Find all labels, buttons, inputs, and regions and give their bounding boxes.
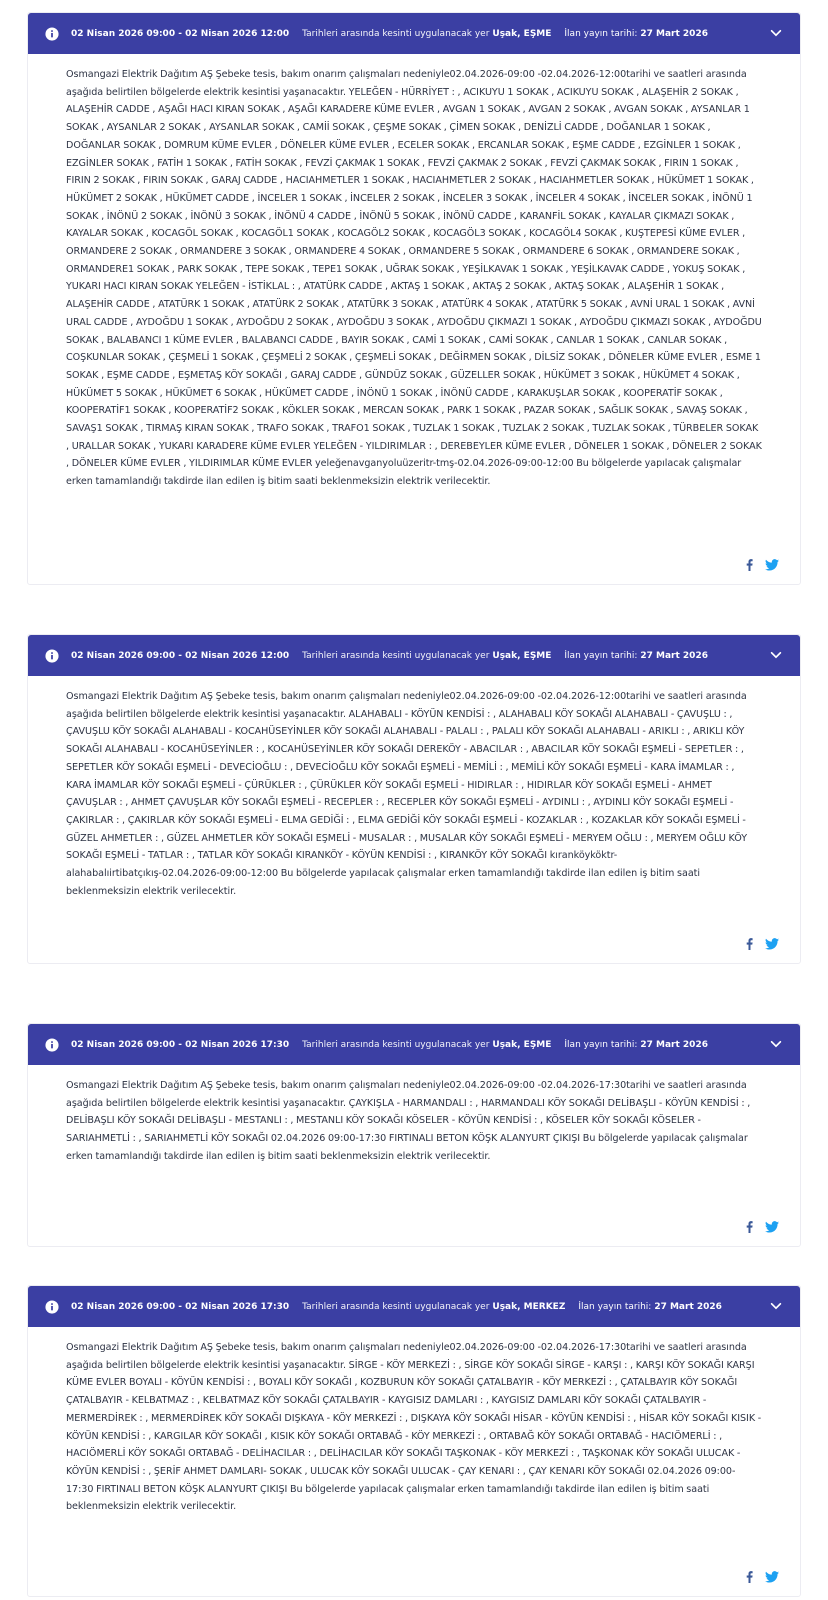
chevron-down-icon[interactable] (769, 1299, 783, 1313)
outage-card (27, 1023, 801, 1247)
between-label: Tarihleri arasında kesinti uygulanacak yer (302, 28, 490, 39)
card-header[interactable] (28, 1024, 800, 1065)
info-circle-icon (45, 1300, 59, 1314)
twitter-icon[interactable] (765, 559, 779, 571)
published-label: İlan yayın tarihi: (564, 28, 638, 39)
outage-description: Osmangazi Elektrik Dağıtım AŞ Şebeke tesis, bakım onarım çalışmaları nedeniyle02.04.2026-09:00 -02.04.2026-17:30tarihi ve saatleri arasında aşağıda belirtilen bölgelerde elektrik kesintisi yaşanacaktır. SİRGE - KÖY MERKEZİ : , SİRGE KÖY SOKAĞI SİRGE - KARŞI : , KARŞI KÖY SOKAĞI KARŞI KÜME EVLER BOYALI - KÖYÜN KENDİSİ : , BOYALI KÖY SOKAĞI , KOZBURUN KÖY SOKAĞI ÇATALBAYIR - KÖY MERKEZİ : , ÇATALBAYIR KÖY SOKAĞI ÇATALBAYIR - KELBATMAZ : , KELBATMAZ KÖY SOKAĞI ÇATALBAYIR - KAYGISIZ DAMLARI : , KAYGISIZ DAMLARI KÖY SOKAĞI ÇATALBAYIR - MERMERDİREK : , MERMERDİREK KÖY SOKAĞI DIŞKAYA - KÖY MERKEZİ : , DIŞKAYA KÖY SOKAĞI HİSAR - KÖYÜN KENDİSİ : , HİSAR KÖY SOKAĞI KISIK - KÖYÜN KENDİSİ : , KARGILAR KÖY SOKAĞI , KISIK KÖY SOKAĞI ORTABAĞ - KÖY MERKEZİ : , ORTABAĞ KÖY SOKAĞI ORTABAĞ - HACIÖMERLİ : , HACIÖMERLİ KÖY SOKAĞI ORTABAĞ - DELİHACILAR : , DELİHACILAR KÖY SOKAĞI TAŞKONAK - KÖY MERKEZİ : , TAŞKONAK KÖY SOKAĞI ULUCAK - KÖYÜN KENDİSİ : , ŞERİF AHMET DAMLARI- SOKAK , ULUCAK KÖY SOKAĞI ULUCAK - ÇAY KENARI : , ÇAY KENARI KÖY SOKAĞI 02.04.2026 09:00-17:30 FIRTINALI BETON KÖŞK ALANYURT ÇIKIŞI Bu bölgelerde yapılacak çalışmalar erken tamamlandığı takdirde ilan edilen iş bitim saati beklenmeksizin elektrik verilecektir. (66, 1342, 762, 1513)
outage-dates: 02 Nisan 2026 09:00 - 02 Nisan 2026 17:30 (71, 1039, 290, 1050)
share-links (746, 1571, 779, 1583)
facebook-icon[interactable] (746, 559, 753, 571)
outage-location: Uşak, EŞME (492, 1039, 552, 1050)
chevron-down-icon[interactable] (769, 648, 783, 662)
published-date: 27 Mart 2026 (654, 1301, 722, 1312)
published-label: İlan yayın tarihi: (564, 650, 638, 661)
twitter-icon[interactable] (765, 938, 779, 950)
between-label: Tarihleri arasında kesinti uygulanacak yer (302, 1301, 490, 1312)
outage-dates: 02 Nisan 2026 09:00 - 02 Nisan 2026 12:00 (71, 28, 290, 39)
chevron-down-icon[interactable] (769, 1037, 783, 1051)
twitter-icon[interactable] (765, 1571, 779, 1583)
outage-card (27, 1285, 801, 1597)
outage-card (27, 634, 801, 964)
facebook-icon[interactable] (746, 1571, 753, 1583)
card-header[interactable] (28, 635, 800, 676)
chevron-down-icon[interactable] (769, 26, 783, 40)
share-links (746, 559, 779, 571)
facebook-icon[interactable] (746, 1221, 753, 1233)
published-date: 27 Mart 2026 (640, 28, 708, 39)
outage-description: Osmangazi Elektrik Dağıtım AŞ Şebeke tesis, bakım onarım çalışmaları nedeniyle02.04.2026-09:00 -02.04.2026-12:00tarihi ve saatleri arasında aşağıda belirtilen bölgelerde elektrik kesintisi yaşanacaktır. YELEĞEN - HÜRRİYET : , ACIKUYU 1 SOKAK , ACIKUYU SOKAK , ALAŞEHİR 2 SOKAK , ALAŞEHİR CADDE , AŞAĞI HACI KIRAN SOKAK , AŞAĞI KARADERE KÜME EVLER , AVGAN 1 SOKAK , AVGAN 2 SOKAK , AVGAN SOKAK , AYSANLAR 1 SOKAK , AYSANLAR 2 SOKAK , AYSANLAR SOKAK , CAMİİ SOKAK , ÇEŞME SOKAK , ÇİMEN SOKAK , DENİZLİ CADDE , DOĞANLAR 1 SOKAK , DOĞANLAR SOKAK , DOMRUM KÜME EVLER , DÖNELER KÜME EVLER , ECELER SOKAK , ERCANLAR SOKAK , EŞME CADDE , EZGİNLER 1 SOKAK , EZGİNLER SOKAK , FATİH 1 SOKAK , FATİH SOKAK , FEVZİ ÇAKMAK 1 SOKAK , FEVZİ ÇAKMAK 2 SOKAK , FEVZİ ÇAKMAK SOKAK , FIRIN 1 SOKAK , FIRIN 2 SOKAK , FIRIN SOKAK , GARAJ CADDE , HACIAHMETLER 1 SOKAK , HACIAHMETLER 2 SOKAK , HACIAHMETLER SOKAK , HÜKÜMET 1 SOKAK , HÜKÜMET 2 SOKAK , HÜKÜMET CADDE , İNCELER 1 SOKAK , İNCELER 2 SOKAK , İNCELER 3 SOKAK , İNCELER 4 SOKAK , İNCELER SOKAK , İNÖNÜ 1 SOKAK , İNÖNÜ 2 SOKAK , İNÖNÜ 3 SOKAK , İNÖNÜ 4 CADDE , İNÖNÜ 5 SOKAK , İNÖNÜ CADDE , KARANFİL SOKAK , KAYALAR ÇIKMAZI SOKAK , KAYALAR SOKAK , KOCAGÖL SOKAK , KOCAGÖL1 SOKAK , KOCAGÖL2 SOKAK , KOCAGÖL3 SOKAK , KOCAGÖL4 SOKAK , KUŞTEPESİ KÜME EVLER , ORMANDERE 2 SOKAK , ORMANDERE 3 SOKAK , ORMANDERE 4 SOKAK , ORMANDERE 5 SOKAK , ORMANDERE 6 SOKAK , ORMANDERE SOKAK , ORMANDERE1 SOKAK , PARK SOKAK , TEPE SOKAK , TEPE1 SOKAK , UĞRAK SOKAK , YEŞİLKAVAK 1 SOKAK , YEŞİLKAVAK CADDE , YOKUŞ SOKAK , YUKARI HACI KIRAN SOKAK YELEĞEN - İSTİKLAL : , ATATÜRK CADDE , AKTAŞ 1 SOKAK , AKTAŞ 2 SOKAK , AKTAŞ SOKAK , ALAŞEHİR 1 SOKAK , ALAŞEHİR CADDE , ATATÜRK 1 SOKAK , ATATÜRK 2 SOKAK , ATATÜRK 3 SOKAK , ATATÜRK 4 SOKAK , ATATÜRK 5 SOKAK , AVNİ URAL 1 SOKAK , AVNİ URAL CADDE , AYDOĞDU 1 SOKAK , AYDOĞDU 2 SOKAK , AYDOĞDU 3 SOKAK , AYDOĞDU ÇIKMAZI 1 SOKAK , AYDOĞDU ÇIKMAZI SOKAK , AYDOĞDU SOKAK , BALABANCI 1 KÜME EVLER , BALABANCI CADDE , BAYIR SOKAK , CAMİ 1 SOKAK , CAMİ SOKAK , CANLAR 1 SOKAK , CANLAR SOKAK , COŞKUNLAR SOKAK , ÇEŞMELİ 1 SOKAK , ÇEŞMELİ 2 SOKAK , ÇEŞMELİ SOKAK , DEĞİRMEN SOKAK , DİLSİZ SOKAK , DÖNELER KÜME EVLER , ESME 1 SOKAK , EŞME CADDE , EŞMETAŞ KÖY SOKAĞI , GARAJ CADDE , GÜNDÜZ SOKAK , GÜZELLER SOKAK , HÜKÜMET 3 SOKAK , HÜKÜMET 4 SOKAK , HÜKÜMET 5 SOKAK , HÜKÜMET 6 SOKAK , HÜKÜMET CADDE , İNÖNÜ 1 SOKAK , İNÖNÜ CADDE , KARAKUŞLAR SOKAK , KOOPERATİF SOKAK , KOOPERATİF1 SOKAK , KOOPERATİF2 SOKAK , KÖKLER SOKAK , MERCAN SOKAK , PARK 1 SOKAK , PAZAR SOKAK , SAĞLIK SOKAK , SAVAŞ SOKAK , SAVAŞ1 SOKAK , TIRMAŞ KIRAN SOKAK , TRAFO SOKAK , TRAFO1 SOKAK , TUZLAK 1 SOKAK , TUZLAK 2 SOKAK , TUZLAK SOKAK , TÜRBELER SOKAK , URALLAR SOKAK , YUKARI KARADERE KÜME EVLER YELEĞEN - YILDIRIMLAR : , DEREBEYLER KÜME EVLER , DÖNELER 1 SOKAK , DÖNELER 2 SOKAK , DÖNELER KÜME EVLER , YILDIRIMLAR KÜME EVLER yeleğenavganyoluüzeritr-tmş-02.04.2026-09:00-12:00 Bu bölgelerde yapılacak çalışmalar erken tamamlandığı takdirde ilan edilen iş bitim saati beklenmeksizin elektrik verilecektir. (66, 69, 762, 488)
outage-description: Osmangazi Elektrik Dağıtım AŞ Şebeke tesis, bakım onarım çalışmaları nedeniyle02.04.2026-09:00 -02.04.2026-17:30tarihi ve saatleri arasında aşağıda belirtilen bölgelerde elektrik kesintisi yaşanacaktır. ÇAYKIŞLA - HARMANDALI : , HARMANDALI KÖY SOKAĞI DELİBAŞLI - KÖYÜN KENDİSİ : , DELİBAŞLI KÖY SOKAĞI DELİBAŞLI - MESTANLI : , MESTANLI KÖY SOKAĞI KÖSELER - KÖYÜN KENDİSİ : , KÖSELER KÖY SOKAĞI KÖSELER - SARIAHMETLİ : , SARIAHMETLİ KÖY SOKAĞI 02.04.2026 09:00-17:30 FIRTINALI BETON KÖŞK ALANYURT ÇIKIŞI Bu bölgelerde yapılacak çalışmalar erken tamamlandığı takdirde ilan edilen iş bitim saati beklenmeksizin elektrik verilecektir. (66, 1080, 751, 1162)
outage-dates: 02 Nisan 2026 09:00 - 02 Nisan 2026 12:00 (71, 650, 290, 661)
info-circle-icon (45, 649, 59, 663)
card-header[interactable] (28, 1286, 800, 1327)
published-date: 27 Mart 2026 (640, 650, 708, 661)
info-circle-icon (45, 27, 59, 41)
published-date: 27 Mart 2026 (640, 1039, 708, 1050)
info-circle-icon (45, 1038, 59, 1052)
published-label: İlan yayın tarihi: (564, 1039, 638, 1050)
outage-card (27, 12, 801, 585)
share-links (746, 938, 779, 950)
outage-location: Uşak, MERKEZ (492, 1301, 566, 1312)
between-label: Tarihleri arasında kesinti uygulanacak yer (302, 650, 490, 661)
card-header[interactable] (28, 13, 800, 54)
outage-description: Osmangazi Elektrik Dağıtım AŞ Şebeke tesis, bakım onarım çalışmaları nedeniyle02.04.2026-09:00 -02.04.2026-12:00tarihi ve saatleri arasında aşağıda belirtilen bölgelerde elektrik kesintisi yaşanacaktır. ALAHABALI - KÖYÜN KENDİSİ : , ALAHABALI KÖY SOKAĞI ALAHABALI - ÇAVUŞLU : , ÇAVUŞLU KÖY SOKAĞI ALAHABALI - KOCAHÜSEYİNLER KÖY SOKAĞI ALAHABALI - PALALI : , PALALI KÖY SOKAĞI ALAHABALI - ARIKLI : , ARIKLI KÖY SOKAĞI ALAHABALI - KOCAHÜSEYİNLER : , KOCAHÜSEYİNLER KÖY SOKAĞI DEREKÖY - ABACILAR : , ABACILAR KÖY SOKAĞI EŞMELİ - SEPETLER : , SEPETLER KÖY SOKAĞI EŞMELİ - DEVECİOĞLU : , DEVECİOĞLU KÖY SOKAĞI EŞMELİ - MEMİLİ : , MEMİLİ KÖY SOKAĞI EŞMELİ - KARA İMAMLAR : , KARA İMAMLAR KÖY SOKAĞI EŞMELİ - ÇÜRÜKLER : , ÇÜRÜKLER KÖY SOKAĞI EŞMELİ - HIDIRLAR : , HIDIRLAR KÖY SOKAĞI EŞMELİ - AHMET ÇAVUŞLAR : , AHMET ÇAVUŞLAR KÖY SOKAĞI EŞMELİ - RECEPLER : , RECEPLER KÖY SOKAĞI EŞMELİ - AYDINLI : , AYDINLI KÖY SOKAĞI EŞMELİ - ÇAKIRLAR : , ÇAKIRLAR KÖY SOKAĞI EŞMELİ - ELMA GEDİĞİ : , ELMA GEDİĞİ KÖY SOKAĞI EŞMELİ - KOZAKLAR : , KOZAKLAR KÖY SOKAĞI EŞMELİ - GÜZEL AHMETLER : , GÜZEL AHMETLER KÖY SOKAĞI EŞMELİ - MUSALAR : , MUSALAR KÖY SOKAĞI EŞMELİ - MERYEM OĞLU : , MERYEM OĞLU KÖY SOKAĞI EŞMELİ - TATLAR : , TATLAR KÖY SOKAĞI KIRANKÖY - KÖYÜN KENDİSİ : , KIRANKÖY KÖY SOKAĞI kıranköyköktr-alahabalıirtibatçıkış-02.04.2026-09:00-12:00 Bu bölgelerde yapılacak çalışmalar erken tamamlandığı takdirde ilan edilen iş bitim saati beklenmeksizin elektrik verilecektir. (66, 691, 748, 897)
outage-location: Uşak, EŞME (492, 28, 552, 39)
between-label: Tarihleri arasında kesinti uygulanacak yer (302, 1039, 490, 1050)
facebook-icon[interactable] (746, 938, 753, 950)
outage-dates: 02 Nisan 2026 09:00 - 02 Nisan 2026 17:30 (71, 1301, 290, 1312)
outage-location: Uşak, EŞME (492, 650, 552, 661)
share-links (746, 1221, 779, 1233)
twitter-icon[interactable] (765, 1221, 779, 1233)
published-label: İlan yayın tarihi: (578, 1301, 652, 1312)
